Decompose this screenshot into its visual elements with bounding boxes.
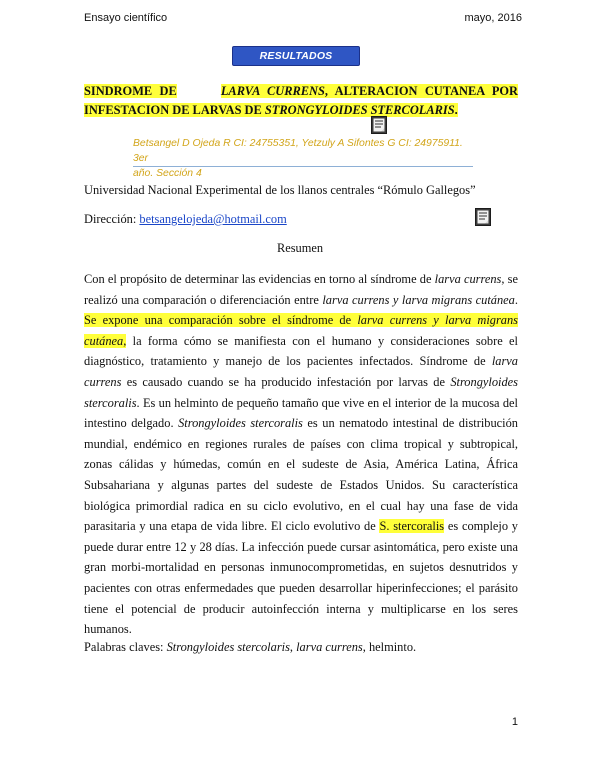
running-header-date: mayo, 2016 [464, 12, 522, 24]
abstract-italic: Strongyloides stercoralis [178, 416, 303, 431]
keywords-label: Palabras claves: [84, 640, 167, 654]
abstract-heading: Resumen [276, 241, 324, 255]
title-segment [84, 103, 458, 117]
abstract-text: , [123, 333, 127, 348]
keywords [84, 640, 416, 655]
title-segment [221, 84, 518, 98]
note-icon[interactable] [475, 208, 491, 226]
email-link[interactable]: betsangelojeda@hotmail.com [139, 212, 287, 226]
paper-title [84, 82, 518, 120]
title-segment: , ALTERACION CUTANEA POR [324, 84, 519, 98]
abstract-text: , se realizó una comparación o diferenciación entre [84, 272, 518, 307]
title-italic: STRONGYLOIDES STERCOLARIS [264, 103, 455, 117]
title-segment: . [454, 103, 458, 117]
affiliation: Universidad Nacional Experimental de los llanos centrales “Rómulo Gallegos” [84, 183, 476, 197]
abstract-text: Se expone una comparación sobre el síndrome de [84, 313, 358, 328]
abstract-body [84, 269, 518, 640]
abstract-text: la forma cómo se manifiesta con el humano y consideraciones sobre el diagnóstico, tratamiento y manejo de los pacientes infectados. Síndrome de [84, 333, 518, 369]
title-line-2 [84, 101, 518, 120]
abstract-italic: Strongyloides stercoralis [84, 374, 518, 410]
abstract-text: Con el propósito de determinar las evidencias en torno al síndrome de [84, 272, 435, 286]
note-icon[interactable] [371, 116, 387, 134]
abstract-italic: larva currens [84, 354, 518, 389]
abstract-highlight: S. stercoralis [379, 519, 445, 534]
contact-line [84, 212, 287, 227]
abstract-text: . Es un helminto de pequeño tamaño que vive en el interior de la mucosa del intestino delgado. [84, 395, 518, 431]
abstract-text: es un nematodo intestinal de distribución mundial, endémico en regiones rurales de países con clima tropical y subtropical, zonas cálidas y húmedas, común en el sudeste de Asia, América Latina, África Subsahariana y algunas partes del sudeste de Estados Unidos. Su característica biológica primordial radica en su ciclo evolutivo, en el cual hay una fase de vida parasitaria y una etapa de vida libre. El ciclo evolutivo de [84, 416, 519, 534]
keywords-rest: , helminto. [362, 640, 417, 654]
abstract-text: . [514, 292, 518, 307]
title-line-1 [84, 82, 518, 101]
keyword-separator: , [289, 640, 297, 654]
abstract-italic: larva currens [434, 272, 502, 286]
page-number: 1 [511, 716, 518, 728]
authors-line-2: año. Sección 4 [133, 168, 202, 179]
abstract-text: es causado cuando se ha producido infestación por larvas de [121, 374, 451, 389]
abstract-text: es complejo y puede durar entre 12 y 28 días. La infección puede cursar asintomática, pero existe una gran morbi-mortalidad en personas inmunocomprometidas, en sujetos desnutridos y pacientes con otras enfermedades que pueden desarrollar hiperinfecciones; el parásito tiene el potencial de producir autoinfección interna y multiplicarse en los seres humanos. [84, 519, 518, 637]
keyword: Strongyloides stercolaris [166, 640, 290, 654]
abstract-italic: larva currens y larva migrans cutánea [322, 292, 515, 307]
authors-divider [133, 166, 473, 167]
title-italic: LARVA CURRENS [220, 84, 325, 98]
authors-line-1: Betsangel D Ojeda R CI: 24755351, Yetzuly A Sifontes G CI: 24975911. 3er [133, 138, 463, 164]
abstract-italic: larva currens y larva migrans cutánea [84, 313, 518, 348]
running-header-left: Ensayo científico [84, 12, 168, 24]
authors [133, 136, 473, 181]
direccion-label: Dirección: [84, 212, 137, 226]
status-badge: RESULTADOS PRELIMINARES [232, 46, 360, 66]
title-segment: SINDROME DE [84, 84, 177, 98]
keyword: larva currens [296, 640, 363, 654]
title-segment: INFESTACION DE LARVAS DE [84, 103, 262, 117]
